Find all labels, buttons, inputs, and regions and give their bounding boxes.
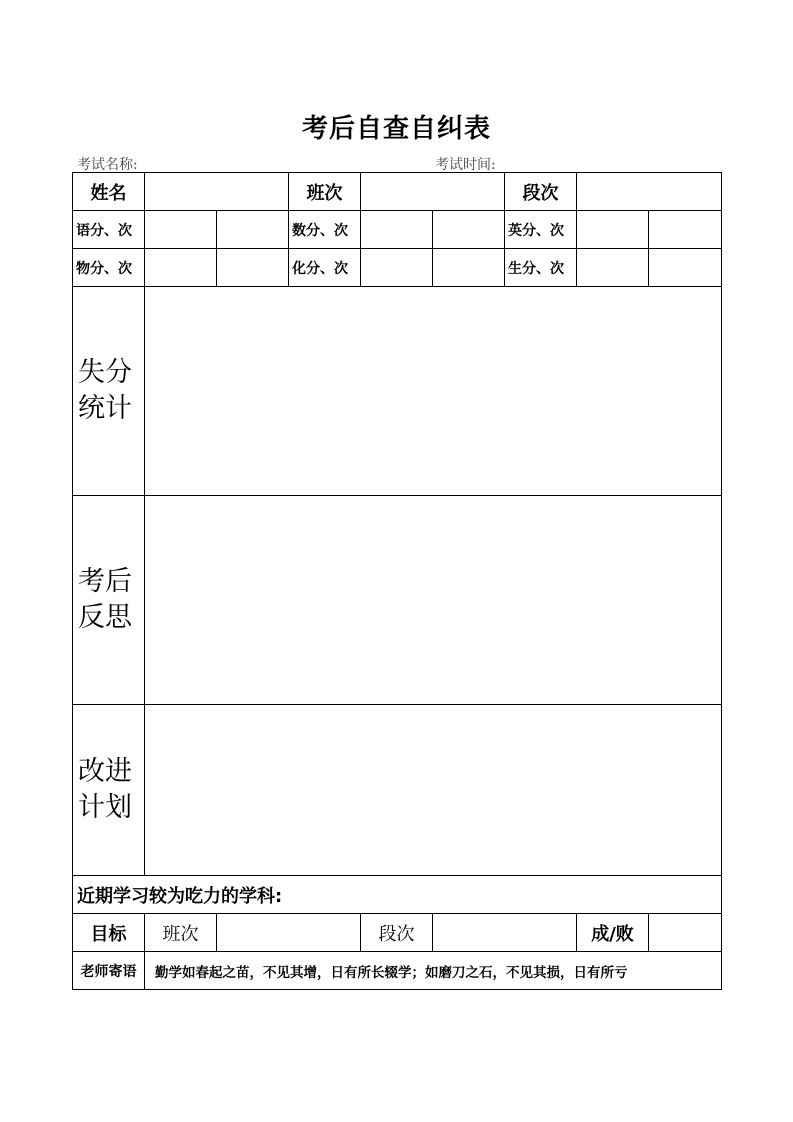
biology-rank-field[interactable] (649, 249, 722, 287)
page-title: 考后自查自纠表 (301, 114, 491, 144)
improvement-field[interactable] (145, 705, 722, 876)
physics-label: 物分、次 (73, 249, 145, 287)
goal-class-rank-field[interactable] (217, 914, 361, 952)
self-check-table (72, 172, 722, 990)
chinese-score-field[interactable] (145, 211, 217, 249)
reflection-line2: 反思 (78, 602, 132, 633)
chemistry-score-field[interactable] (361, 249, 433, 287)
exam-time-label: 考试时间: (435, 157, 496, 173)
name-field[interactable] (145, 173, 289, 211)
class-rank-label: 班次 (289, 173, 361, 211)
biology-label: 生分、次 (505, 249, 577, 287)
subject-row-2 (73, 249, 722, 287)
class-rank-field[interactable] (361, 173, 505, 211)
chinese-label: 语分、次 (73, 211, 145, 249)
physics-score-field[interactable] (145, 249, 217, 287)
exam-name-label: 考试名称: (77, 157, 138, 173)
improvement-line2: 计划 (78, 792, 132, 823)
physics-rank-field[interactable] (217, 249, 289, 287)
difficult-subjects-label: 近期学习较为吃力的学科: (73, 876, 722, 914)
goal-row (73, 914, 722, 952)
name-label: 姓名 (73, 173, 145, 211)
chemistry-rank-field[interactable] (433, 249, 505, 287)
math-score-field[interactable] (361, 211, 433, 249)
reflection-line1: 考后 (78, 566, 132, 597)
improvement-section (73, 705, 722, 876)
teacher-message: 勤学如春起之苗，不见其增，日有所长辍学；如磨刀之石，不见其损，日有所亏 (145, 952, 722, 990)
goal-class-rank-label: 班次 (145, 914, 217, 952)
reflection-field[interactable] (145, 496, 722, 705)
goal-grade-rank-field[interactable] (433, 914, 577, 952)
loss-stats-label (73, 287, 145, 496)
difficult-subjects-row (73, 876, 722, 914)
math-rank-field[interactable] (433, 211, 505, 249)
loss-stats-section (73, 287, 722, 496)
math-label: 数分、次 (289, 211, 361, 249)
chinese-rank-field[interactable] (217, 211, 289, 249)
loss-stats-line1: 失分 (78, 357, 132, 388)
success-fail-label: 成/败 (577, 914, 649, 952)
english-score-field[interactable] (577, 211, 649, 249)
student-info-row (73, 173, 722, 211)
teacher-message-label: 老师寄语 (73, 952, 145, 990)
success-fail-field[interactable] (649, 914, 722, 952)
english-rank-field[interactable] (649, 211, 722, 249)
loss-stats-field[interactable] (145, 287, 722, 496)
goal-label: 目标 (73, 914, 145, 952)
goal-grade-rank-label: 段次 (361, 914, 433, 952)
teacher-message-row (73, 952, 722, 990)
english-label: 英分、次 (505, 211, 577, 249)
reflection-label (73, 496, 145, 705)
improvement-label (73, 705, 145, 876)
reflection-section (73, 496, 722, 705)
subject-row-1 (73, 211, 722, 249)
improvement-line1: 改进 (78, 756, 132, 787)
loss-stats-line2: 统计 (78, 393, 132, 424)
biology-score-field[interactable] (577, 249, 649, 287)
chemistry-label: 化分、次 (289, 249, 361, 287)
grade-rank-label: 段次 (505, 173, 577, 211)
grade-rank-field[interactable] (577, 173, 722, 211)
